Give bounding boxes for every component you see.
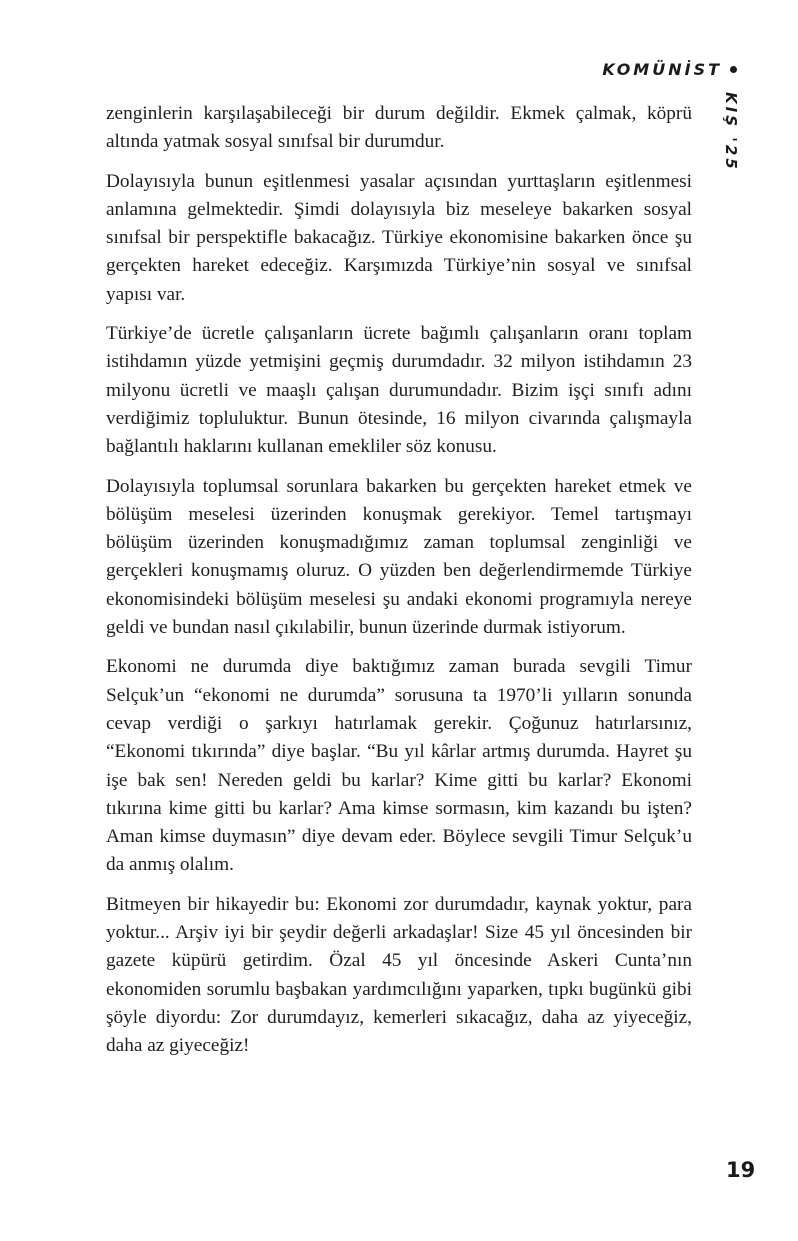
- page-number: 19: [726, 1158, 756, 1182]
- paragraph: Dolayısıyla bunun eşitlenmesi yasalar açısından yurttaşların eşitlenmesi anlamına gelmektedir. Şimdi dolayısıyla biz meseleye bakarken sosyal sınıfsal bir perspektifle bakacağız. Türkiye ekonomisine bakarken önce şu gerçekten hareket edeceğiz. Karşımızda Türkiye’nin sosyal ve sınıfsal yapısı var.: [106, 170, 692, 305]
- article-body: [106, 100, 692, 1072]
- issue-label: KIŞ '25: [722, 92, 740, 172]
- bullet-dot-icon: [730, 66, 737, 73]
- paragraph: Dolayısıyla toplumsal sorunlara bakarken bu gerçekten hareket etmek ve bölüşüm meselesi üzerinden konuşmak gerekiyor. Temel tartışmayı bölüşüm üzerinden konuşmadığımız zaman toplumsal zenginliği ve gerçekleri konuşmamış oluruz. O yüzden ben değerlendirmemde Türkiye ekonomisindeki bölüşüm meselesi şu andaki ekonomi programıyla nereye geldi ve bundan nasıl çıkılabilir, bunun üzerinde durmak istiyorum.: [106, 475, 692, 639]
- paragraph: Bitmeyen bir hikayedir bu: Ekonomi zor durumdadır, kaynak yoktur, para yoktur... Arşiv iyi bir şeydir değerli arkadaşlar! Size 45 yıl öncesinden bir gazete küpürü getirdim. Özal 45 yıl öncesinde Askeri Cunta’nın ekonomiden sorumlu başbakan yardımcılığını yaparken, tıpkı bugünkü gibi şöyle diyordu: Zor durumdayız, kemerleri sıkacağız, daha az yiyeceğiz, daha az giyeceğiz!: [106, 893, 692, 1057]
- paragraph: Ekonomi ne durumda diye baktığımız zaman burada sevgili Timur Selçuk’un “ekonomi ne durumda” sorusuna ta 1970’li yılların sonunda cevap verdiği o şarkıyı hatırlamak gerekir. Çoğunuz hatırlarsınız, “Ekonomi tıkırında” diye başlar. “Bu yıl kârlar artmış durumda. Hayret şu işe bak sen! Nereden geldi bu karlar? Kime gitti bu karlar? Ekonomi tıkırına kime gitti bu karlar? Ama kimse sormasın, kim kazandı bu işten? Aman kimse duymasın” diye devam eder. Böylece sevgili Timur Selçuk’u da anmış olalım.: [106, 656, 692, 876]
- magazine-title: KOMÜNİST: [602, 60, 722, 79]
- paragraph: Türkiye’de ücretle çalışanların ücrete bağımlı çalışanların oranı toplam istihdamın yüzde yetmişini geçmiş durumdadır. 32 milyon istihdamın 23 milyonu ücretli ve maaşlı çalışan durumundadır. Bizim işçi sınıfı adını verdiğimiz topluluktur. Bunun ötesinde, 16 milyon civarında çalışmayla bağlantılı haklarını kullanan emekliler söz konusu.: [106, 323, 692, 458]
- paragraph: zenginlerin karşılaşabileceği bir durum değildir. Ekmek çalmak, köprü altında yatmak sosyal sınıfsal bir durumdur.: [106, 103, 692, 153]
